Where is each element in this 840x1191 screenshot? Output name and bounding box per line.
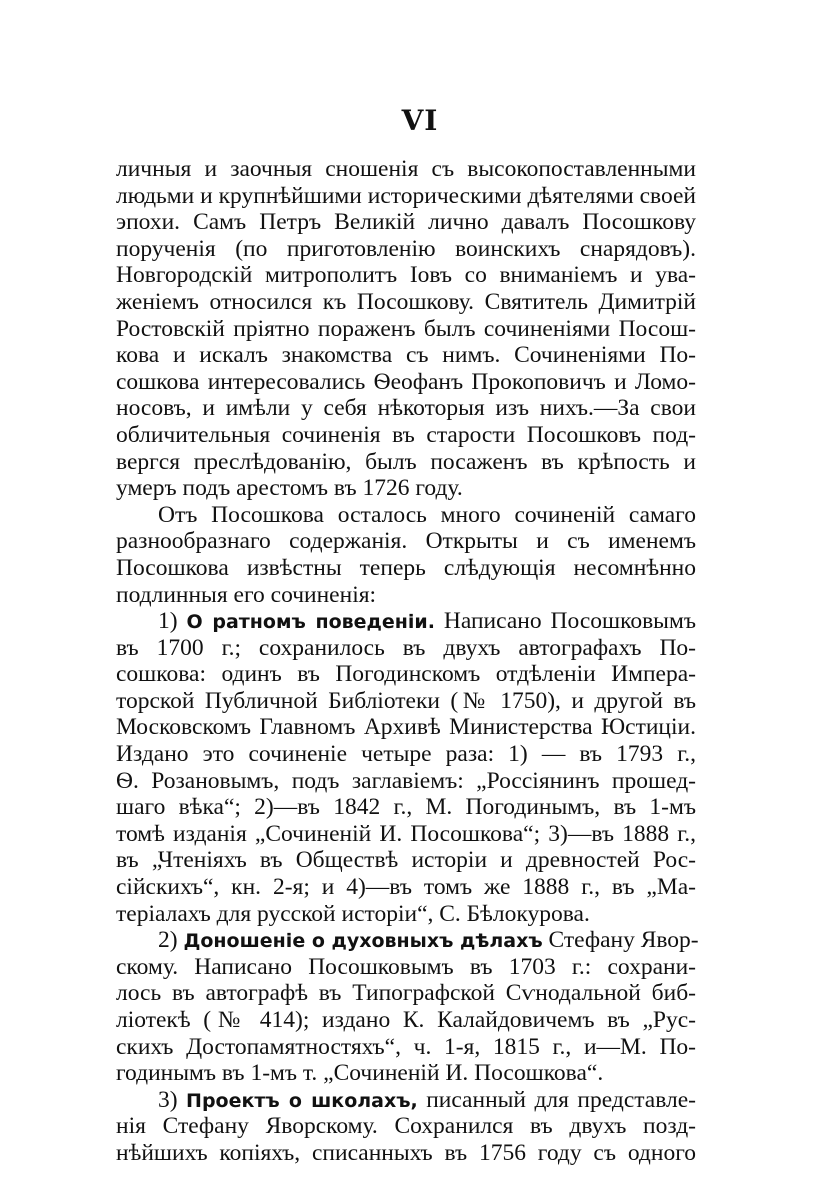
- text-segment: 3): [158, 1086, 187, 1113]
- text-line: [116, 741, 696, 768]
- text-line: [116, 714, 696, 741]
- text-segment: ліотекѣ (№ 414); издано К. Калайдовичемъ въ „Рус-: [116, 1007, 696, 1033]
- text-segment: 1): [158, 608, 187, 635]
- text-line: [116, 289, 696, 316]
- text-line: [116, 555, 696, 582]
- text-segment: сошкова: одинъ въ Погодинскомъ отдѣленіи Импера-: [116, 661, 696, 688]
- text-line: [116, 661, 696, 688]
- text-segment: торской Публичной Библіотеки (№ 1750), и другой въ: [116, 687, 696, 714]
- text-segment: личныя и заочныя сношенія съ высокопоставленными: [116, 156, 696, 182]
- text-line: [116, 847, 696, 874]
- text-line: [116, 422, 696, 449]
- bold-title: О ратномъ поведеніи.: [186, 611, 435, 634]
- text-line: [116, 1087, 696, 1114]
- text-line: [116, 236, 696, 263]
- text-line: [116, 954, 696, 981]
- bold-title: Проектъ о школахъ,: [186, 1089, 418, 1112]
- text-line: [116, 262, 696, 289]
- text-segment: писанный для представле-: [417, 1086, 697, 1113]
- text-segment: Стефану Явор-: [542, 927, 699, 954]
- text-segment: людьми и крупнѣйшими историческими дѣятелями своей: [116, 182, 696, 209]
- text-segment: подлинныя его сочиненія:: [116, 581, 377, 608]
- text-segment: эпохи. Самъ Петръ Великій лично давалъ Посошкову: [116, 209, 696, 236]
- text-segment: женіемъ относился къ Посошкову. Святитель Димитрій: [116, 288, 696, 315]
- bold-title: Доношеніе о духовныхъ дѣлахъ: [183, 930, 543, 953]
- text-segment: порученія (по приготовленію воинскихъ снарядовъ).: [116, 235, 696, 262]
- text-line: [116, 1007, 696, 1034]
- text-segment: годинымъ въ 1-мъ т. „Сочиненій И. Посошкова“.: [116, 1060, 604, 1087]
- text-line: [116, 156, 696, 183]
- text-line: [116, 608, 696, 635]
- text-segment: 2): [158, 927, 184, 954]
- text-segment: разнообразнаго содержанія. Открыты и съ именемъ: [116, 528, 696, 555]
- text-line: [116, 1140, 696, 1167]
- text-segment: лось въ автографѣ въ Типографской Сѵнодальной биб-: [116, 980, 696, 1007]
- text-line: [116, 183, 696, 210]
- text-segment: сошкова интересовались Ѳеофанъ Прокоповичъ и Ломо-: [116, 368, 696, 395]
- text-segment: въ „Чтеніяхъ въ Обществѣ исторіи и древностей Рос-: [116, 847, 696, 874]
- text-line: [116, 209, 696, 236]
- text-line: [116, 1034, 696, 1061]
- text-line: [116, 768, 696, 795]
- text-line: [116, 395, 696, 422]
- text-line: [116, 316, 696, 343]
- text-segment: шаго вѣка“; 2)—въ 1842 г., М. Погодинымъ, въ 1-мъ: [116, 794, 696, 821]
- text-line: [116, 688, 696, 715]
- text-segment: скому. Написано Посошковымъ въ 1703 г.: сохрани-: [116, 953, 696, 980]
- text-segment: носовъ, и имѣли у себя нѣкоторыя изъ нихъ.—За свои: [116, 395, 696, 422]
- text-segment: Посошкова извѣстны теперь слѣдующія несомнѣнно: [116, 554, 696, 581]
- text-line: [116, 528, 696, 555]
- text-segment: нѣйшихъ копіяхъ, списанныхъ въ 1756 году съ одного: [116, 1139, 696, 1166]
- text-line: [116, 342, 696, 369]
- text-line: [116, 475, 696, 502]
- text-line: [116, 927, 699, 954]
- text-line: [116, 1113, 696, 1140]
- text-line: [116, 901, 696, 928]
- text-segment: Издано это сочиненіе четыре раза: 1) — въ 1793 г.,: [116, 741, 696, 768]
- text-segment: Московскомъ Главномъ Архивѣ Министерства Юстиціи.: [116, 714, 696, 741]
- text-segment: Отъ Посошкова осталось много сочиненій самаго: [158, 501, 696, 528]
- text-line: [116, 449, 696, 476]
- text-segment: Ростовскій пріятно пораженъ былъ сочиненіями Посош-: [116, 315, 696, 342]
- text-line: [116, 980, 696, 1007]
- text-segment: Новгородскій митрополитъ Іовъ со вниманіемъ и ува-: [116, 262, 696, 289]
- text-segment: теріалахъ для русской исторіи“, С. Бѣлокурова.: [116, 900, 590, 927]
- text-line: [116, 582, 696, 609]
- text-line: [116, 794, 696, 821]
- text-segment: умеръ подъ арестомъ въ 1726 году.: [116, 475, 463, 502]
- text-line: [116, 502, 696, 529]
- text-line: [116, 1060, 696, 1087]
- text-segment: Написано Посошковымъ: [434, 608, 696, 635]
- text-segment: вергся преслѣдованію, былъ посаженъ въ крѣпость и: [116, 448, 696, 475]
- text-segment: сійскихъ“, кн. 2-я; и 4)—въ томъ же 1888 г., въ „Ма-: [116, 874, 696, 901]
- body-text: [116, 156, 699, 1167]
- text-line: [116, 874, 696, 901]
- text-segment: обличительныя сочиненія въ старости Посошковъ под-: [116, 421, 696, 448]
- text-segment: томѣ изданія „Сочиненій И. Посошкова“; 3)—въ 1888 г.,: [116, 820, 696, 847]
- page-number: VI: [401, 104, 439, 137]
- text-segment: кова и искалъ знакомства съ нимъ. Сочиненіями По-: [116, 342, 696, 369]
- text-line: [116, 635, 696, 662]
- text-line: [116, 821, 696, 848]
- text-line: [116, 369, 696, 396]
- text-segment: скихъ Достопамятностяхъ“, ч. 1-я, 1815 г., и—М. По-: [116, 1033, 696, 1060]
- text-segment: Ѳ. Розановымъ, подъ заглавіемъ: „Россіянинъ прошед-: [116, 767, 696, 794]
- text-segment: нія Стефану Яворскому. Сохранился въ двухъ позд-: [116, 1113, 696, 1140]
- text-segment: въ 1700 г.; сохранилось въ двухъ автографахъ По-: [116, 634, 696, 661]
